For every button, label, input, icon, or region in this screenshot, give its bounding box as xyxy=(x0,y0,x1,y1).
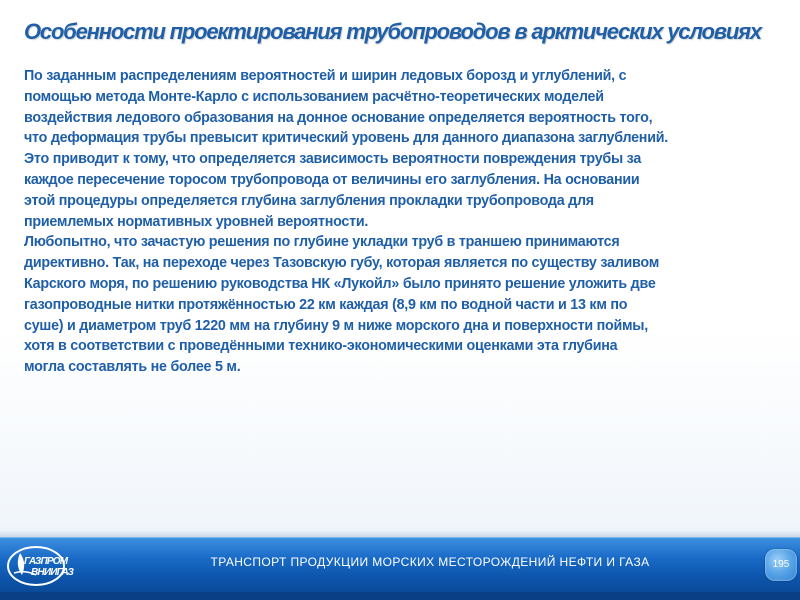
page-number-badge xyxy=(765,549,797,581)
logo-text-line-1: ГАЗПРОМ xyxy=(24,556,68,567)
footer-caption: ТРАНСПОРТ ПРОДУКЦИИ МОРСКИХ МЕСТОРОЖДЕНИЙ НЕФТИ И ГАЗА xyxy=(210,555,650,569)
body-paragraph-2: Любопытно, что зачастую решения по глубине укладки труб в траншею принимаются директивно. Так, на переходе через Тазовскую губу, которая является по существу заливом Карского моря, по решению руководства НК «Лукойл» было принято решение уложить две газопроводные нитки протяжённостью 22 км каждая (8,9 км по водной части и 13 км по суше) и диаметром труб 1220 мм на глубину 9 м ниже морского дна и поверхности поймы, хотя в соответствии с проведёнными технико-экономическими оценками эта глубина могла составлять не более 5 м. xyxy=(24,234,660,376)
slide-body xyxy=(24,66,798,378)
gazprom-vniigaz-logo xyxy=(4,541,74,589)
logo-text-line-2: ВНИИГАЗ xyxy=(31,567,74,578)
body-paragraph-1: По заданным распределениям вероятностей и ширин ледовых борозд и углублений, с помощью метода Монте-Карло с использованием расчётно-теоретических моделей воздействия ледового образования на донное основание определяется вероятность того, что деформация трубы превысит критический уровень для данного диапазона заглублений. Это приводит к тому, что определяется зависимость вероятности повреждения трубы за каждое пересечение торосом трубопровода от величины его заглубления. На основании этой процедуры определяется глубина заглубления прокладки трубопровода для приемлемых нормативных уровней вероятности. xyxy=(24,68,668,230)
slide-title: Особенности проектирования трубопроводов в арктических условиях xyxy=(24,19,761,44)
page-number: 195 xyxy=(772,559,790,570)
footer-bottom-strip xyxy=(0,592,800,600)
